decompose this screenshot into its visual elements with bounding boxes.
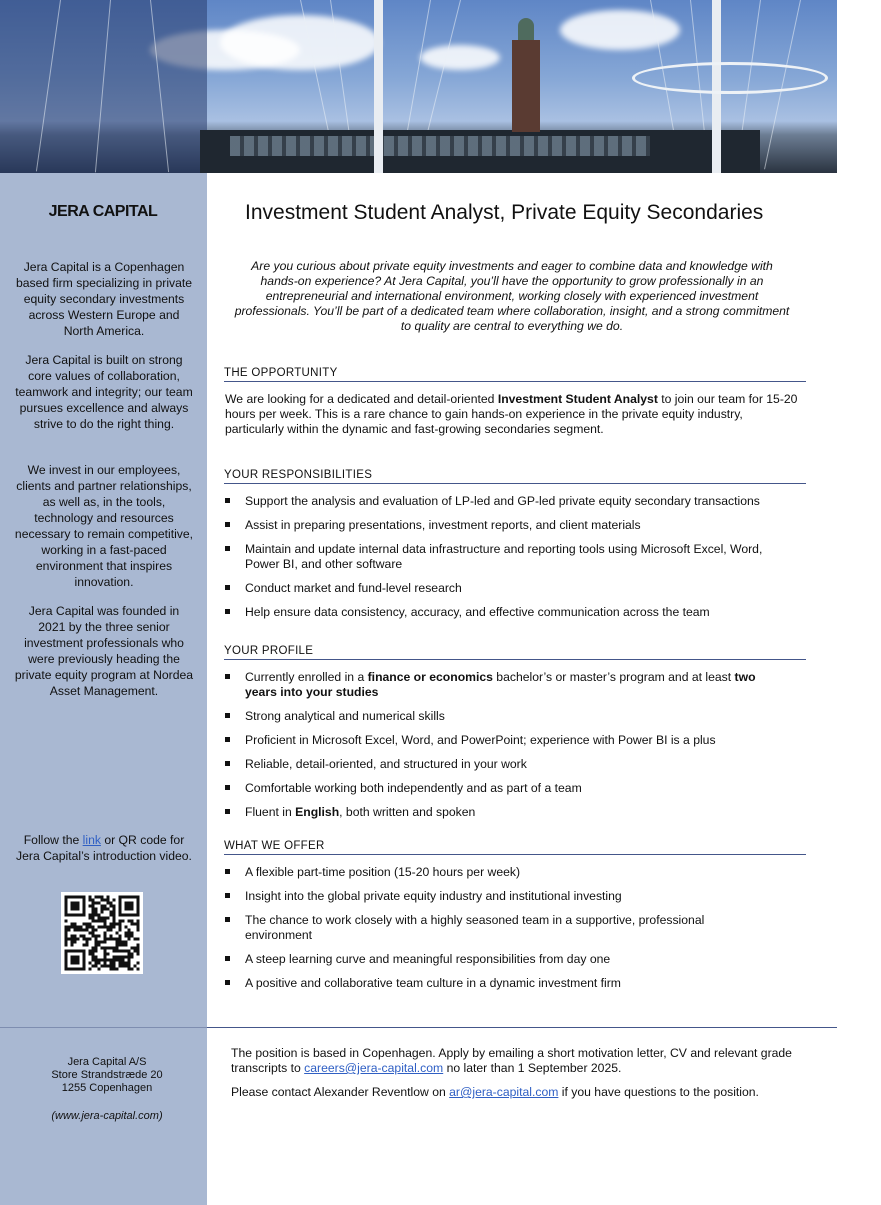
address-city: 1255 Copenhagen <box>61 1082 153 1094</box>
heading-opportunity: THE OPPORTUNITY <box>224 367 806 382</box>
video-text <box>14 832 194 864</box>
list-item <box>224 670 804 700</box>
header-photo <box>0 0 837 173</box>
qr-code[interactable] <box>61 892 143 974</box>
list-item: The chance to work closely with a highly seasoned team in a supportive, professional environment <box>224 913 804 943</box>
list-item: Insight into the global private equity industry and institutional investing <box>224 889 804 904</box>
list-item: Comfortable working both independently and as part of a team <box>224 781 804 796</box>
list-item: A flexible part-time position (15-20 hours per week) <box>224 865 804 880</box>
apply-info <box>231 1046 801 1109</box>
heading-responsibilities: YOUR RESPONSIBILITIES <box>224 469 806 484</box>
apply-text-a: The position is based in Copenhagen. Apply by emailing a short motivation letter, CV and relevant grade transcripts to <box>231 1046 792 1075</box>
address-street: Store Strandstræde 20 <box>51 1069 163 1081</box>
list-item: Conduct market and fund-level research <box>224 581 804 596</box>
list-item: A steep learning curve and meaningful responsibilities from day one <box>224 952 804 967</box>
contact-text-b: if you have questions to the position. <box>558 1085 759 1099</box>
list-item: A positive and collaborative team culture in a dynamic investment firm <box>224 976 804 991</box>
job-intro: Are you curious about private equity investments and eager to combine data and knowledge with hands-on experience? At Jera Capital, you’ll have the opportunity to grow professionally in an entrepreneurial and international environment, working closely with experienced investment professionals. You’ll be part of a dedicated team where collaboration, insight, and a strong commitment to quality are central to everything we do. <box>234 259 790 333</box>
profile-language: English <box>295 805 340 819</box>
opportunity-text-b: to join our team for 15-20 hours per week. This is a rare chance to gain hands-on experience in the private equity industry, particularly within the dynamic and fast-growing secondaries segment. <box>225 392 798 436</box>
profile-item1-field: finance or economics <box>367 670 493 684</box>
sidebar-divider <box>0 1027 207 1028</box>
opportunity-role: Investment Student Analyst <box>497 392 658 406</box>
job-title: Investment Student Analyst, Private Equity Secondaries <box>245 201 764 224</box>
video-suffix: or QR code for Jera Capital’s introduction video. <box>16 833 192 863</box>
video-link[interactable]: link <box>82 833 101 847</box>
sidebar-para-1: Jera Capital is a Copenhagen based firm specializing in private equity secondary investments across Western Europe and North America. <box>15 260 193 338</box>
contact-text-a: Please contact Alexander Reventlow on <box>231 1085 450 1099</box>
company-address <box>14 1056 200 1123</box>
list-item: Proficient in Microsoft Excel, Word, and PowerPoint; experience with Power BI is a plus <box>224 733 804 748</box>
apply-text-b: no later than 1 September 2025. <box>443 1061 622 1075</box>
contact-text <box>231 1085 801 1100</box>
company-logo: JERA CAPITAL <box>48 203 158 220</box>
address-website: (www.jera-capital.com) <box>51 1110 163 1122</box>
offer-list <box>224 865 804 991</box>
sidebar-para-2: Jera Capital is built on strong core values of collaboration, teamwork and integrity; our team pursues excellence and always strive to do the right thing. <box>15 353 193 431</box>
sidebar-para-3: We invest in our employees, clients and partner relationships, as well as, in the tools, technology and resources necessary to remain competitive, working in a fast-paced environment that inspires innovation. <box>14 463 194 589</box>
heading-offer: WHAT WE OFFER <box>224 840 806 855</box>
sidebar-values <box>14 352 194 432</box>
apply-text <box>231 1046 801 1076</box>
address-name: Jera Capital A/S <box>67 1056 147 1068</box>
sidebar-history <box>14 603 194 699</box>
footer-divider <box>207 1027 837 1028</box>
profile-item1-years: two years into your studies <box>245 670 756 699</box>
list-item: Assist in preparing presentations, investment reports, and client materials <box>224 518 804 533</box>
profile-last-a: Fluent in <box>245 805 296 819</box>
list-item <box>224 805 804 820</box>
list-item: Maintain and update internal data infrastructure and reporting tools using Microsoft Excel, Word, Power BI, and other software <box>224 542 804 572</box>
sidebar-video <box>14 832 194 864</box>
contact-email-link[interactable]: ar@jera-capital.com <box>449 1085 559 1099</box>
sidebar-about <box>14 259 194 339</box>
careers-email-link[interactable]: careers@jera-capital.com <box>304 1061 444 1075</box>
profile-list <box>224 670 804 820</box>
sidebar-para-4: Jera Capital was founded in 2021 by the three senior investment professionals who were previously heading the private equity program at Nordea Asset Management. <box>14 604 194 698</box>
profile-item1-a: Currently enrolled in a <box>245 670 368 684</box>
sidebar-invest <box>14 462 194 590</box>
video-prefix: Follow the <box>23 833 83 847</box>
profile-last-b: , both written and spoken <box>339 805 476 819</box>
opportunity-text-a: We are looking for a dedicated and detail-oriented <box>225 392 498 406</box>
list-item: Help ensure data consistency, accuracy, and effective communication across the team <box>224 605 804 620</box>
list-item: Strong analytical and numerical skills <box>224 709 804 724</box>
opportunity-text <box>225 392 805 437</box>
heading-profile: YOUR PROFILE <box>224 645 806 660</box>
responsibilities-list <box>224 494 804 620</box>
profile-item1-b: bachelor’s or master’s program and at least <box>492 670 735 684</box>
list-item: Reliable, detail-oriented, and structured in your work <box>224 757 804 772</box>
list-item: Support the analysis and evaluation of LP-led and GP-led private equity secondary transactions <box>224 494 804 509</box>
